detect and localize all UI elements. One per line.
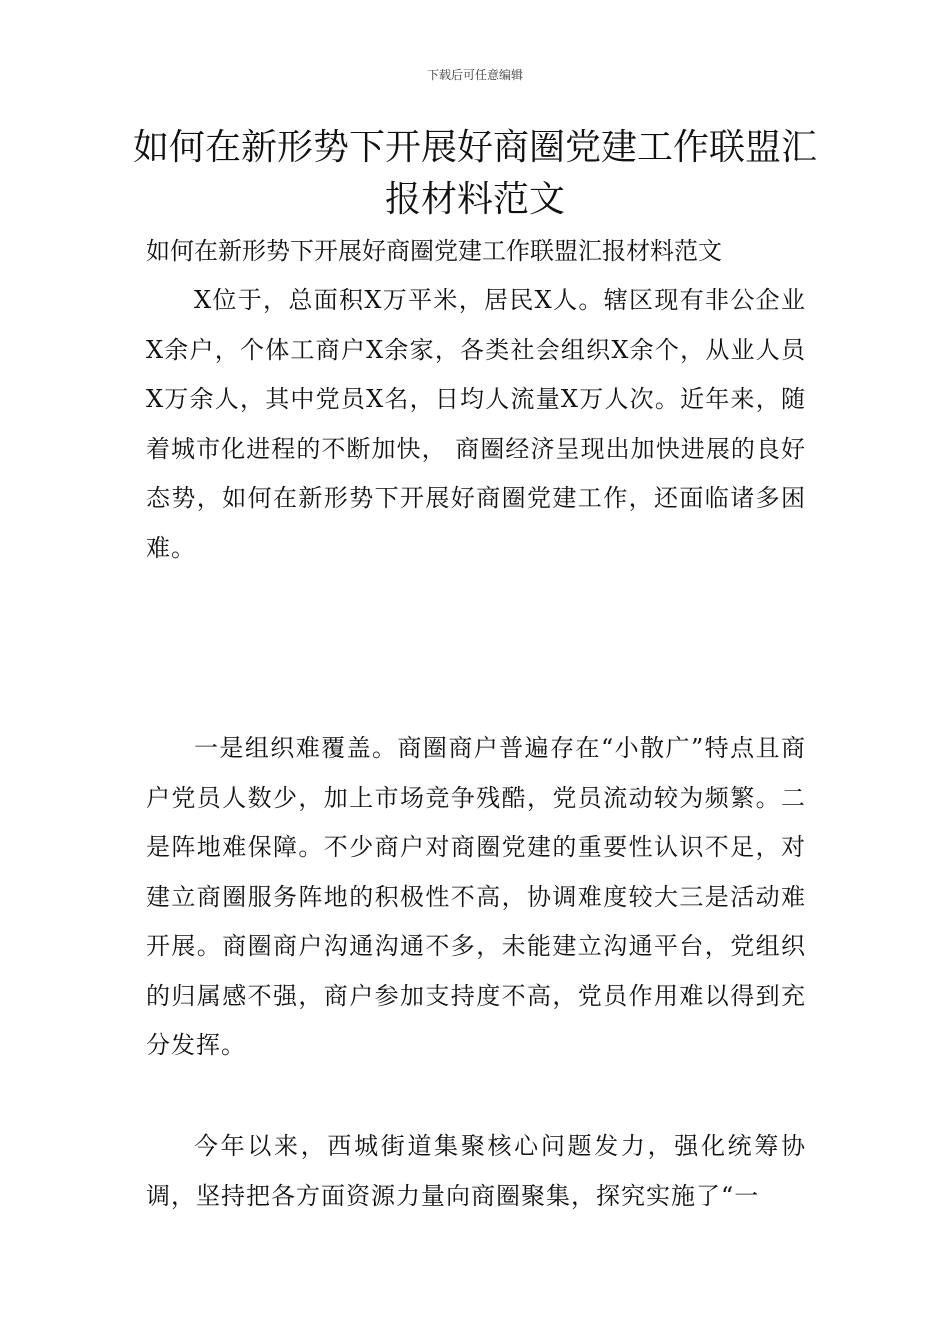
paragraph-1: X位于，总面积X万平米，居民X人。辖区现有非公企业X余户，个体工商户X余家，各类社会组织X余个，从业人员X万余人，其中党员X名，日均人流量X万人次。近年来，随着城市化进程的不断加快， 商圈经济呈现出加快进展的良好态势，如何在新形势下开展好商圈党建工作，还面临诸多困难。	[146, 286, 806, 562]
document-subtitle: 如何在新形势下开展好商圈党建工作联盟汇报材料范文	[146, 237, 722, 265]
header-note: 下载后可任意编辑	[426, 68, 523, 82]
paragraph-2: 一是组织难覆盖。商圈商户普遍存在“小散广”特点且商户党员人数少，加上市场竞争残酷，党员流动较为频繁。二是阵地难保障。不少商户对商圈党建的重要性认识不足，对建立商圈服务阵地的积极性不高，协调难度较大三是活动难开展。商圈商户沟通沟通不多，未能建立沟通平台，党组织的归属感不强，商户参加支持度不高，党员作用难以得到充分发挥。	[146, 734, 806, 1059]
document-title: 如何在新形势下开展好商圈党建工作联盟汇报材料范文	[132, 127, 817, 220]
paragraph-3: 今年以来，西城街道集聚核心问题发力，强化统筹协调，坚持把各方面资源力量向商圈聚集，探究实施了“一	[146, 1132, 806, 1210]
